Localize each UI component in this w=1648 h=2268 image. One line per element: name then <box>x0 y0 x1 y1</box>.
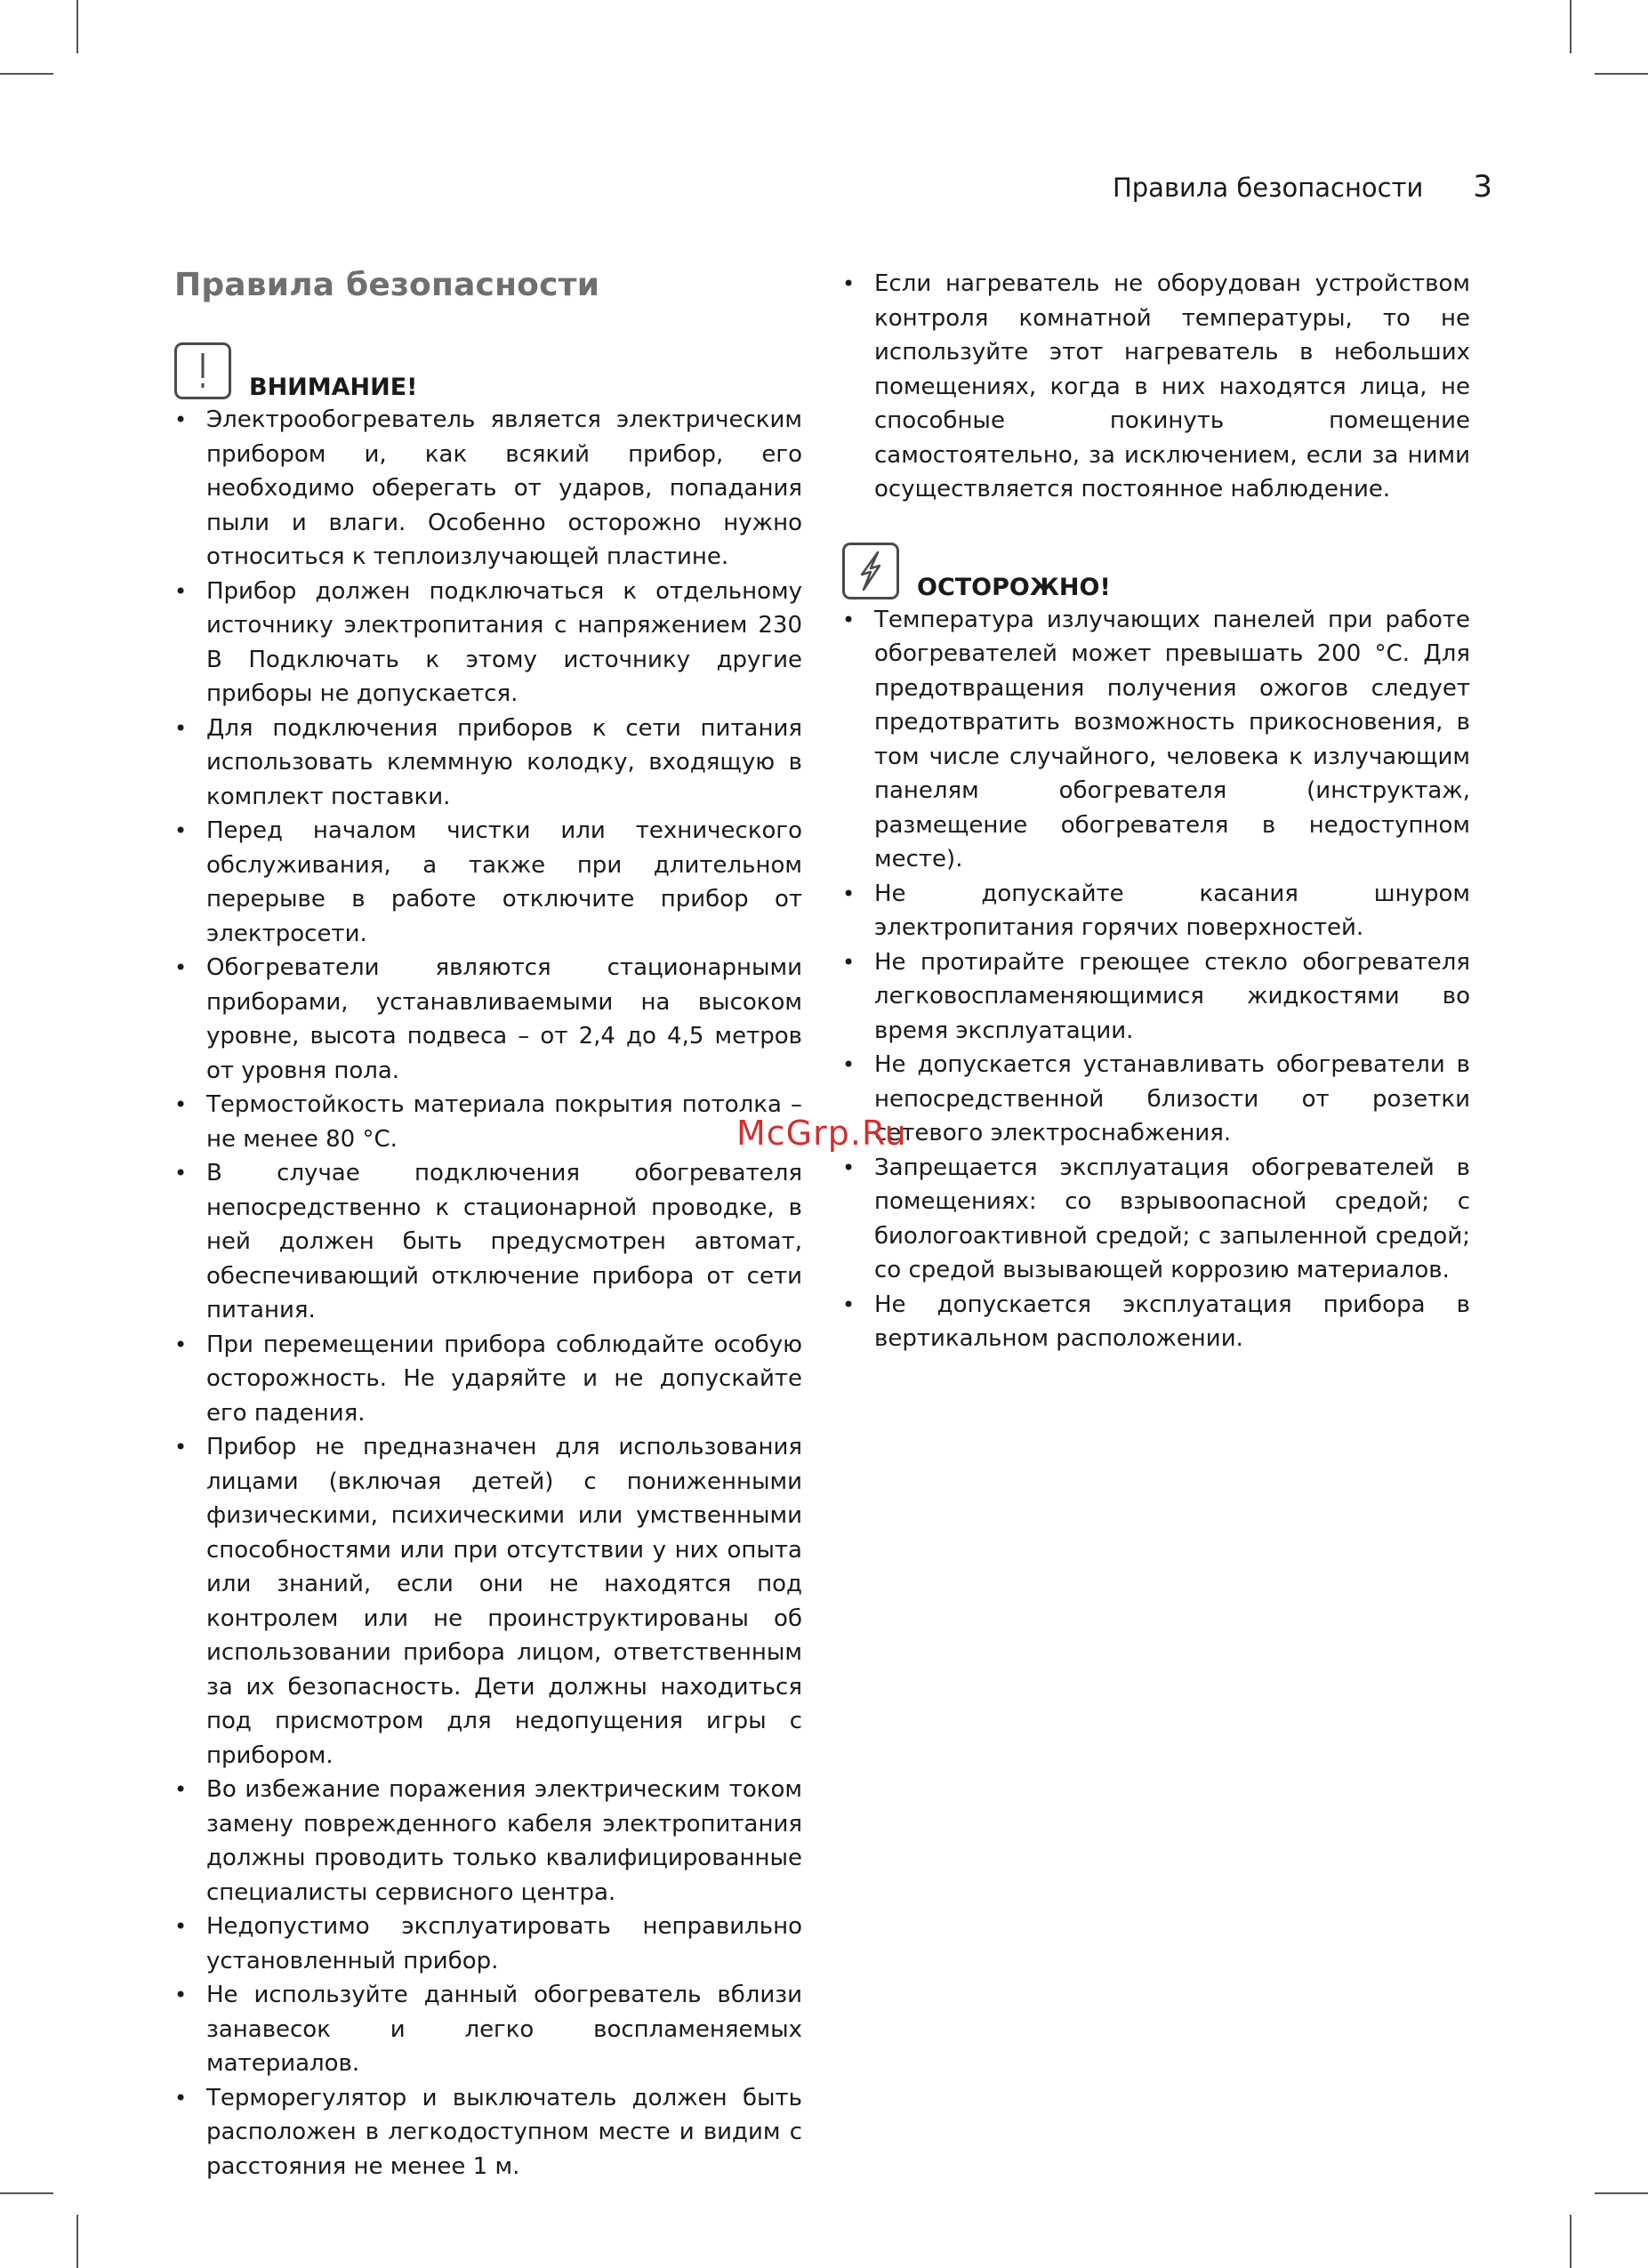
header-title: Правила безопасности <box>1112 173 1424 203</box>
list-item: • Если нагреватель не оборудован устройством контроля комнатной температуры, то не используйте этот нагреватель в небольших помещениях, когда в них находятся лица, не способные покинуть помещение самостоятельно, за исключением, если за ними осуществляется постоянное наблюдение. <box>842 267 1470 507</box>
list-item: • Термостойкость материала покрытия потолка – не менее 80 °С. <box>174 1088 802 1156</box>
list-item: • Электрообогреватель является электрическим прибором и, как всякий прибор, его необходимо оберегать от ударов, попадания пыли и влаги. Особенно осторожно нужно относиться к теплоизлучающей пластине. <box>174 403 802 575</box>
crop-mark <box>0 73 53 75</box>
list-item: • Не допускайте касания шнуром электропитания горячих поверхностей. <box>842 877 1470 945</box>
left-column <box>174 267 802 2184</box>
list-item: • Перед началом чистки или технического обслуживания, а также при длительном перерыве в работе отключите прибор от электросети. <box>174 814 802 951</box>
crop-mark <box>1595 73 1648 75</box>
list-item: • При перемещении прибора соблюдайте особую осторожность. Не ударяйте и не допускайте его падения. <box>174 1328 802 1431</box>
list-item: • Не протирайте греющее стекло обогревателя легковоспламеняющимися жидкостями во время эксплуатации. <box>842 945 1470 1049</box>
lightning-icon <box>842 543 899 599</box>
list-item: • Обогреватели являются стационарными приборами, устанавливаемыми на высоком уровне, высота подвеса – от 2,4 до 4,5 метров от уровня пола. <box>174 951 802 1088</box>
caution-list <box>842 603 1470 1356</box>
crop-mark <box>1570 0 1572 53</box>
crop-mark <box>1595 2192 1648 2194</box>
list-item: • Прибор не предназначен для использования лицами (включая детей) с пониженными физическими, психическими или умственными способностями или при отсутствии у них опыта или знаний, если они не находятся под контролем или не проинструктированы об использовании прибора лицом, ответственным за их безопасность. Дети должны находиться под присмотром для недопущения игры с прибором. <box>174 1430 802 1773</box>
attention-list <box>174 403 802 2184</box>
crop-mark <box>0 2192 53 2194</box>
watermark: McGrp.Ru <box>736 1114 907 1153</box>
section-title: Правила безопасности <box>174 267 600 303</box>
caution-label: ОСТОРОЖНО! <box>917 573 1111 601</box>
list-item: • Температура излучающих панелей при работе обогревателей может превышать 200 °С. Для предотвращения получения ожогов следует предотвратить возможность прикосновения, в том числе случайного, человека к излучающим панелям обогревателя (инструктаж, размещение обогревателя в недоступном месте). <box>842 603 1470 877</box>
list-item: • В случае подключения обогревателя непосредственно к стационарной проводке, в ней должен быть предусмотрен автомат, обеспечивающий отключение прибора от сети питания. <box>174 1156 802 1328</box>
list-item: • Недопустимо эксплуатировать неправильно установленный прибор. <box>174 1910 802 1978</box>
crop-mark <box>76 2215 78 2268</box>
right-column <box>842 267 1470 1356</box>
intro-list <box>842 267 1470 507</box>
list-item: • Запрещается эксплуатация обогревателей в помещениях: со взрывоопасной средой; с биологоактивной средой; с запыленной средой; со средой вызывающей коррозию материалов. <box>842 1151 1470 1288</box>
crop-mark <box>76 0 78 53</box>
list-item: • Не допускается эксплуатация прибора в вертикальном расположении. <box>842 1288 1470 1356</box>
list-item: • Прибор должен подключаться к отдельному источнику электропитания с напряжением 230 В Подключать к этому источнику другие приборы не допускается. <box>174 575 802 712</box>
exclamation-icon <box>174 342 231 399</box>
list-item: • Для подключения приборов к сети питания использовать клеммную колодку, входящую в комплект поставки. <box>174 712 802 815</box>
page-number: 3 <box>1473 169 1492 205</box>
list-item: • Терморегулятор и выключатель должен быть расположен в легкодоступном месте и видим с расстояния не менее 1 м. <box>174 2081 802 2184</box>
attention-notice <box>174 342 802 399</box>
crop-mark <box>1570 2215 1572 2268</box>
list-item: • Не допускается устанавливать обогреватели в непосредственной близости от розетки сетевого электроснабжения. <box>842 1048 1470 1151</box>
list-item: • Не используйте данный обогреватель вблизи занавесок и легко воспламеняемых материалов. <box>174 1978 802 2081</box>
running-header <box>1113 169 1492 205</box>
list-item: • Во избежание поражения электрическим током замену поврежденного кабеля электропитания должны проводить только квалифицированные специалисты сервисного центра. <box>174 1773 802 1910</box>
attention-label: ВНИМАНИЕ! <box>249 374 418 401</box>
caution-notice <box>842 543 1470 599</box>
